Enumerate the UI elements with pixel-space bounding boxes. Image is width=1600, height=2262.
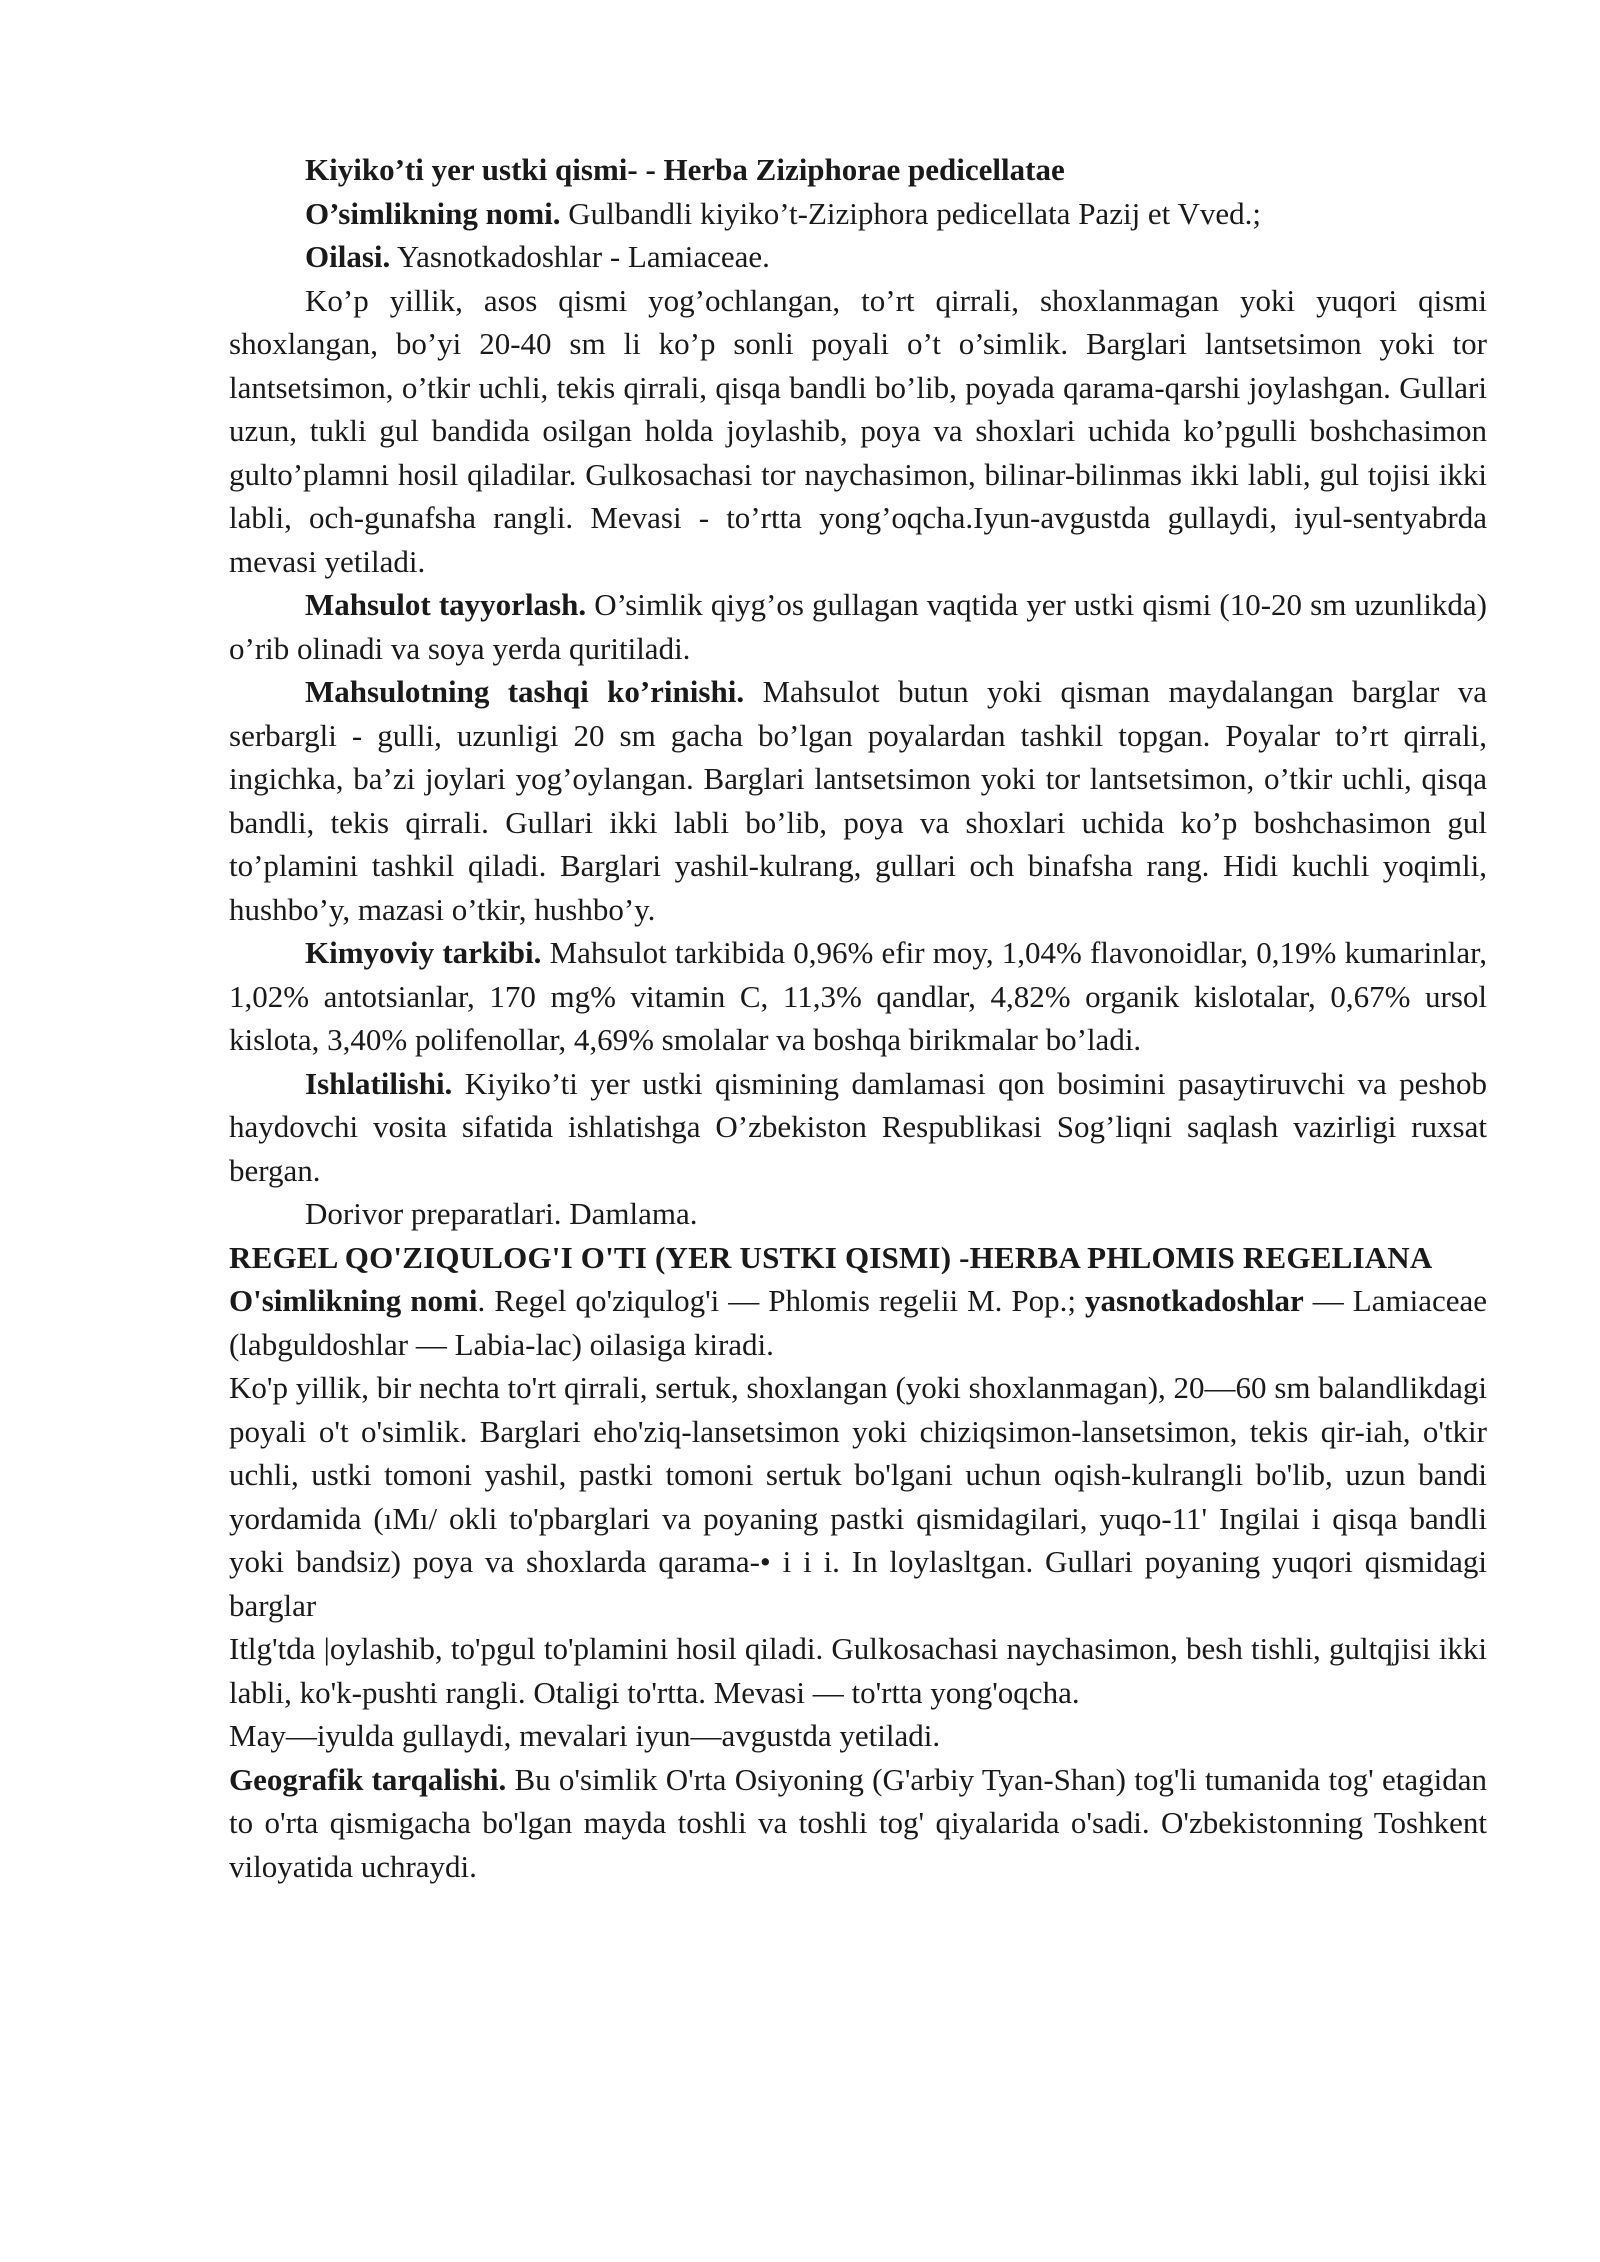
geography-text: Bu o'simlik O'rta Osiyoning (G'arbiy Tyan-Shan) tog'li tumanida tog' etagidan to o'rta qismigacha bo'lgan mayda toshli va toshli tog' qiyalarida o'sadi. O'zbekistonning Toshkent viloyatida uchraydi.: [229, 1761, 1488, 1884]
section2-family-label: yasnotkadoshlar: [1085, 1283, 1304, 1318]
chemistry-paragraph: [229, 931, 1487, 1062]
section2-name-label: O'simlikning nomi: [229, 1283, 478, 1318]
appearance-label: Mahsulotning tashqi ko’rinishi.: [305, 674, 745, 709]
section1-title: Kiyiko’ti yer ustki qismi- - Herba Ziziphorae pedicellatae: [305, 152, 1065, 187]
usage-text: Kiyiko’ti yer ustki qismining damlamasi qon bosimini pasaytiruvchi va peshob haydovchi vosita sifatida ishlatishga O’zbekiston Respublikasi Sog’liqni saqlash vazirligi ruxsat bergan.: [229, 1065, 1487, 1188]
geography-label: Geografik tarqalishi.: [229, 1761, 507, 1797]
preparation-text: O’simlik qiyg’os gullagan vaqtida yer ustki qismi (10-20 sm uzunlikda) o’rib olinadi va soya yerda quritiladi.: [229, 587, 1488, 666]
section2-title: REGEL QO'ZIQULOG'I O'TI (YER USTKI QISMI) -HERBA PHLOMIS REGELIANA: [229, 1239, 1433, 1275]
section2-description2-paragraph: Itlg'tda |oylashib, to'pgul to'plamini hosil qiladi. Gulkosachasi naychasimon, besh tishli, gultqjisi ikki labli, ko'k-pushti rangli. Otaligi to'rtta. Mevasi — to'rtta yong'oqcha.: [229, 1631, 1487, 1710]
usage-paragraph: [229, 1062, 1487, 1193]
chemistry-text: Mahsulot tarkibida 0,96% efir moy, 1,04% flavonoidlar, 0,19% kumarinlar, 1,02% antotsianlar, 170 mg% vitamin C, 11,3% qandlar, 4,82% organik kislotalar, 0,67% ursol kislota, 3,40% polifenollar, 4,69% smolalar va boshqa birikmalar bo’ladi.: [229, 935, 1487, 1057]
section2-description-paragraph: Ko'p yillik, bir nechta to'rt qirrali, sertuk, shoxlangan (yoki shoxlanmagan), 20—60 sm balandlikdagi poyali o't o'simlik. Barglari eho'ziq-lansetsimon yoki chiziqsimon-lansetsimon, tekis qir-iah, o'tkir uchli, ustki tomoni yashil, pastki tomoni sertuk bo'lgani uchun oqish-kulrangli bo'lib, uzun bandi yordamida (ıMı/ okli to'pbarglari va poyaning pastki qismidagilari, yuqo-11' Ingilai i qisqa bandli yoki bandsiz) poya va shoxlarda qarama-• i i i. In loylasltgan. Gullari poyaning yuqori qismidagi barglar: [229, 1370, 1487, 1623]
plant-name-label: O’simlikning nomi.: [305, 195, 561, 231]
description-paragraph: Ko’p yillik, asos qismi yog’ochlangan, to’rt qirrali, shoxlanmagan yoki yuqori qismi shoxlangan, bo’yi 20-40 sm li ko’p sonli poyali o’t o’simlik. Barglari lantsetsimon yoki tor lantsetsimon, o’tkir uchli, tekis qirrali, qisqa bandli bo’lib, poyada qarama-qarshi joylashgan. Gullari uzun, tukli gul bandida osilgan holda joylashib, poya va shoxlari uchida ko’pgulli boshchasimon gulto’plamni hosil qiladilar. Gulkosachasi tor naychasimon, bilinar-bilinmas ikki labli, gul tojisi ikki labli, och-gunafsha rangli. Mevasi - to’rtta yong’oqcha.Iyun-avgustda gullaydi, iyul-sentyabrda mevasi yetiladi.: [229, 282, 1487, 579]
preparation-label: Mahsulot tayyorlash.: [305, 587, 587, 622]
section2-flowering-paragraph: May—iyulda gullaydi, mevalari iyun—avgustda yetiladi.: [229, 1718, 941, 1753]
preparation-paragraph: [229, 583, 1487, 670]
plant-name-text: Gulbandli kiyiko’t-Ziziphora pedicellata Pazij et Vved.;: [560, 195, 1261, 231]
family-text: Yasnotkadoshlar - Lamiaceae.: [390, 239, 770, 274]
usage-label: Ishlatilishi.: [305, 1065, 453, 1101]
family-label: Oilasi.: [305, 239, 391, 274]
plant-name-paragraph: [229, 192, 1487, 236]
section2-family-text: — Lamiaceae (labguldoshlar — Labia-lac) oilasiga kiradi.: [229, 1283, 1488, 1362]
section2-name-paragraph: [229, 1279, 1487, 1366]
chemistry-label: Kimyoviy tarkibi.: [305, 935, 542, 970]
section2-geography-paragraph: [229, 1758, 1487, 1889]
document-page: [229, 148, 1487, 1888]
appearance-paragraph: [229, 670, 1487, 931]
family-paragraph: [229, 235, 1487, 279]
drug-preparations-paragraph: Dorivor preparatlari. Damlama.: [305, 1196, 698, 1231]
section2-name-text: . Regel qo'ziqulog'i — Phlomis regelii M. Pop.;: [477, 1283, 1085, 1318]
appearance-text: Mahsulot butun yoki qisman maydalangan barglar va serbargli - gulli, uzunligi 20 sm gacha bo’lgan poyalardan tashkil topgan. Poyalar to’rt qirrali, ingichka, ba’zi joylari yog’oylangan. Barglari lantsetsimon yoki tor lantsetsimon, o’tkir uchli, qisqa bandli, tekis qirrali. Gullari ikki labli bo’lib, poya va shoxlari uchida ko’p boshchasimon gul to’plamini tashkil qiladi. Barglari yashil-kulrang, gullari och binafsha rang. Hidi kuchli yoqimli, hushbo’y, mazasi o’tkir, hushbo’y.: [229, 674, 1487, 927]
